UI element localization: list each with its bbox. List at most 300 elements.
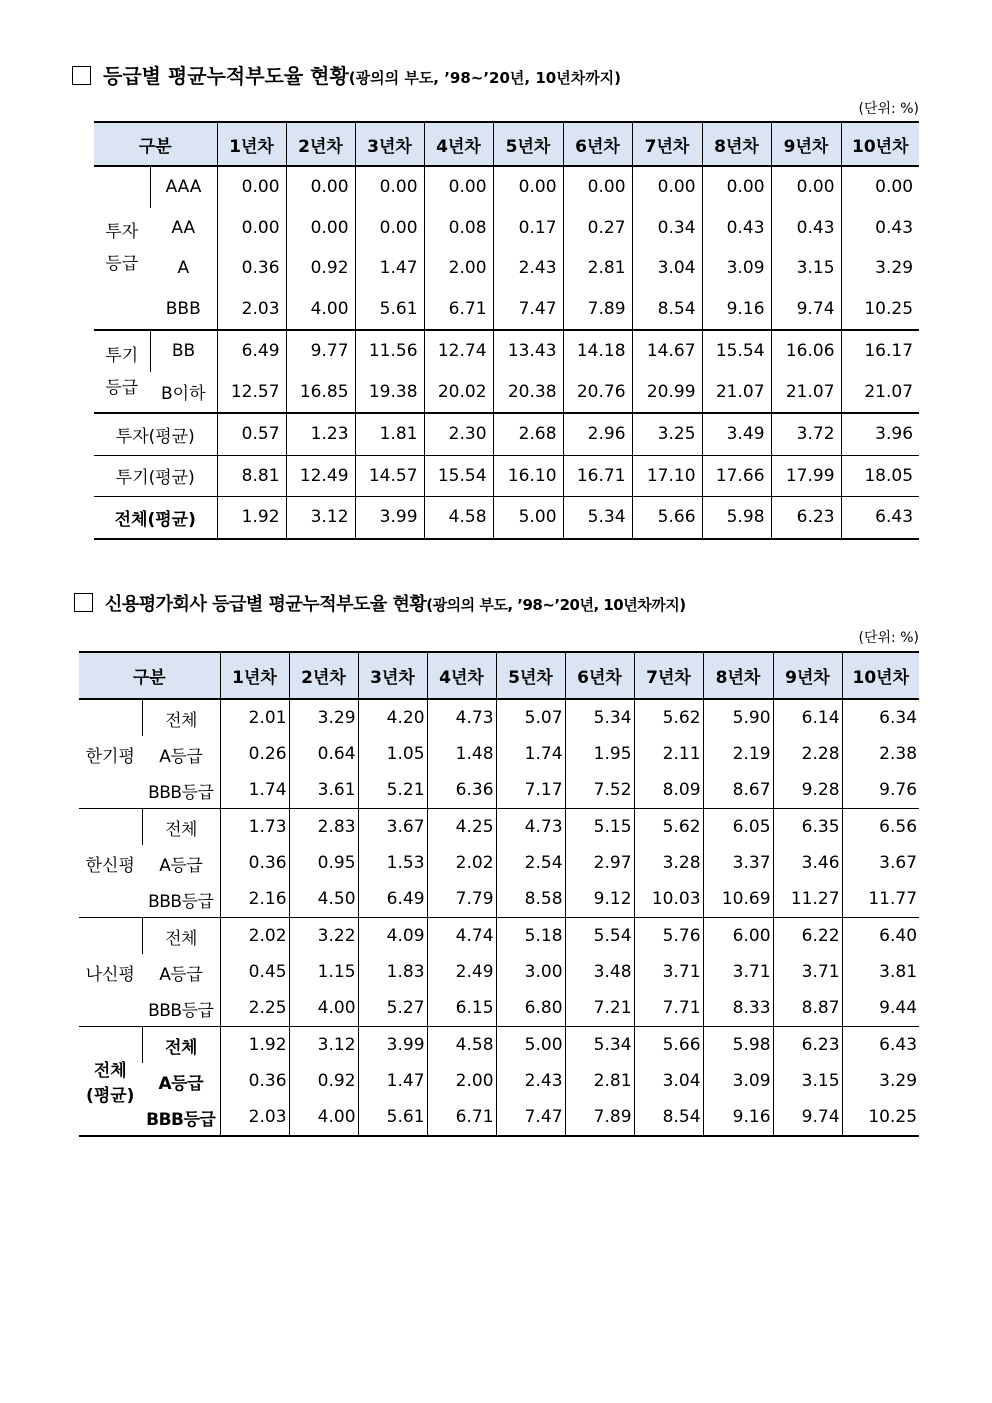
table-row (79, 881, 919, 918)
value-cell: 6.43 (841, 497, 919, 539)
value-cell: 3.29 (289, 699, 358, 736)
header-year: 8년차 (703, 652, 773, 699)
value-cell: 4.74 (427, 918, 496, 955)
header-year: 9년차 (773, 652, 842, 699)
value-cell: 7.52 (565, 772, 634, 809)
value-cell: 0.17 (493, 208, 563, 249)
value-cell: 2.02 (220, 918, 289, 955)
value-cell: 9.12 (565, 881, 634, 918)
section1-title (72, 60, 621, 89)
value-cell: 2.97 (565, 845, 634, 881)
table-row (79, 736, 919, 772)
value-cell: 4.50 (289, 881, 358, 918)
value-cell: 9.74 (771, 289, 841, 331)
value-cell: 1.23 (286, 413, 355, 455)
value-cell: 6.43 (842, 1027, 919, 1064)
header-year: 4년차 (424, 122, 493, 166)
header-year: 4년차 (427, 652, 496, 699)
value-cell: 9.16 (702, 289, 771, 331)
value-cell: 17.66 (702, 455, 771, 497)
value-cell: 4.73 (496, 809, 565, 846)
group-label (94, 166, 150, 330)
value-cell: 0.36 (220, 845, 289, 881)
value-cell: 1.81 (355, 413, 424, 455)
value-cell: 20.76 (563, 372, 632, 414)
value-cell: 12.57 (217, 372, 286, 414)
value-cell: 2.83 (289, 809, 358, 846)
value-cell: 0.00 (632, 166, 702, 208)
value-cell: 1.53 (358, 845, 427, 881)
table-row (79, 845, 919, 881)
checkbox-square-icon (72, 66, 91, 85)
value-cell: 3.61 (289, 772, 358, 809)
value-cell: 10.25 (841, 289, 919, 331)
value-cell: 20.99 (632, 372, 702, 414)
value-cell: 1.47 (358, 1063, 427, 1099)
header-year: 2년차 (286, 122, 355, 166)
value-cell: 14.57 (355, 455, 424, 497)
header-year: 1년차 (217, 122, 286, 166)
value-cell: 3.00 (496, 954, 565, 990)
value-cell: 3.46 (773, 845, 842, 881)
value-cell: 2.30 (424, 413, 493, 455)
value-cell: 11.77 (842, 881, 919, 918)
value-cell: 2.43 (493, 248, 563, 289)
value-cell: 8.54 (632, 289, 702, 331)
table-row (79, 1027, 919, 1064)
header-year: 8년차 (702, 122, 771, 166)
value-cell: 10.25 (842, 1099, 919, 1136)
value-cell: 3.72 (771, 413, 841, 455)
value-cell: 17.10 (632, 455, 702, 497)
value-cell: 7.47 (493, 289, 563, 331)
value-cell: 3.71 (703, 954, 773, 990)
value-cell: 3.71 (634, 954, 703, 990)
table-row (79, 990, 919, 1027)
value-cell: 3.37 (703, 845, 773, 881)
value-cell: 0.00 (841, 166, 919, 208)
table-row (94, 330, 919, 372)
table-row (79, 699, 919, 736)
default-rate-by-agency-table (79, 651, 919, 1137)
value-cell: 0.27 (563, 208, 632, 249)
value-cell: 18.05 (841, 455, 919, 497)
average-label: 투기(평균) (94, 455, 217, 497)
value-cell: 10.69 (703, 881, 773, 918)
value-cell: 6.49 (217, 330, 286, 372)
value-cell: 1.47 (355, 248, 424, 289)
value-cell: 5.76 (634, 918, 703, 955)
value-cell: 3.04 (634, 1063, 703, 1099)
value-cell: 11.56 (355, 330, 424, 372)
value-cell: 3.22 (289, 918, 358, 955)
grade-label: 전체 (142, 1027, 220, 1064)
value-cell: 0.08 (424, 208, 493, 249)
value-cell: 5.62 (634, 699, 703, 736)
value-cell: 0.00 (771, 166, 841, 208)
header-year: 3년차 (355, 122, 424, 166)
value-cell: 2.38 (842, 736, 919, 772)
table-row (94, 248, 919, 289)
section1-title-sub: (광의의 부도, ’98~’20년, 10년차까지) (348, 69, 622, 87)
grade-label: 전체 (142, 809, 220, 846)
value-cell: 11.27 (773, 881, 842, 918)
value-cell: 2.03 (220, 1099, 289, 1136)
value-cell: 4.58 (427, 1027, 496, 1064)
value-cell: 1.74 (220, 772, 289, 809)
agency-label (79, 809, 142, 918)
value-cell: 6.56 (842, 809, 919, 846)
section1-title-main: 등급별 평균누적부도율 현황 (103, 64, 349, 88)
value-cell: 0.00 (217, 166, 286, 208)
value-cell: 0.00 (424, 166, 493, 208)
value-cell: 0.36 (217, 248, 286, 289)
header-year: 10년차 (842, 652, 919, 699)
grade-label: BBB등급 (142, 772, 220, 809)
grade-label: BB (150, 330, 217, 372)
value-cell: 6.15 (427, 990, 496, 1027)
agency-label-line: 나신평 (85, 964, 135, 985)
agency-label-line: 한신평 (85, 855, 135, 876)
value-cell: 14.18 (563, 330, 632, 372)
value-cell: 2.28 (773, 736, 842, 772)
value-cell: 6.34 (842, 699, 919, 736)
value-cell: 3.09 (703, 1063, 773, 1099)
value-cell: 16.71 (563, 455, 632, 497)
value-cell: 2.25 (220, 990, 289, 1027)
value-cell: 4.58 (424, 497, 493, 539)
value-cell: 7.71 (634, 990, 703, 1027)
value-cell: 5.61 (355, 289, 424, 331)
value-cell: 3.29 (842, 1063, 919, 1099)
value-cell: 5.00 (496, 1027, 565, 1064)
value-cell: 9.77 (286, 330, 355, 372)
value-cell: 3.81 (842, 954, 919, 990)
header-year: 5년차 (496, 652, 565, 699)
value-cell: 7.17 (496, 772, 565, 809)
value-cell: 9.74 (773, 1099, 842, 1136)
value-cell: 0.00 (286, 208, 355, 249)
header-category: 구분 (94, 122, 217, 166)
value-cell: 5.07 (496, 699, 565, 736)
value-cell: 7.79 (427, 881, 496, 918)
value-cell: 6.71 (427, 1099, 496, 1136)
value-cell: 0.92 (286, 248, 355, 289)
value-cell: 2.19 (703, 736, 773, 772)
value-cell: 15.54 (702, 330, 771, 372)
value-cell: 0.64 (289, 736, 358, 772)
value-cell: 2.00 (427, 1063, 496, 1099)
value-cell: 1.73 (220, 809, 289, 846)
value-cell: 6.14 (773, 699, 842, 736)
value-cell: 2.96 (563, 413, 632, 455)
grade-label: A등급 (159, 855, 203, 876)
agency-label-line: 전체 (93, 1061, 127, 1081)
value-cell: 5.34 (563, 497, 632, 539)
table-row (94, 289, 919, 331)
table-row (79, 809, 919, 846)
value-cell: 4.00 (289, 990, 358, 1027)
value-cell: 3.04 (632, 248, 702, 289)
value-cell: 8.67 (703, 772, 773, 809)
header-year: 6년차 (563, 122, 632, 166)
value-cell: 0.00 (217, 208, 286, 249)
group-label-line: 투자 (105, 222, 139, 242)
value-cell: 3.09 (702, 248, 771, 289)
section2-unit: (단위: %) (858, 630, 919, 646)
value-cell: 7.89 (563, 289, 632, 331)
grade-label: BBB등급 (142, 881, 220, 918)
value-cell: 16.17 (841, 330, 919, 372)
value-cell: 5.34 (565, 1027, 634, 1064)
value-cell: 0.43 (771, 208, 841, 249)
value-cell: 0.57 (217, 413, 286, 455)
value-cell: 3.28 (634, 845, 703, 881)
value-cell: 21.07 (771, 372, 841, 414)
value-cell: 6.36 (427, 772, 496, 809)
value-cell: 5.98 (703, 1027, 773, 1064)
value-cell: 8.54 (634, 1099, 703, 1136)
value-cell: 2.54 (496, 845, 565, 881)
value-cell: 5.66 (632, 497, 702, 539)
value-cell: 15.54 (424, 455, 493, 497)
value-cell: 6.80 (496, 990, 565, 1027)
table-row (94, 166, 919, 208)
value-cell: 8.58 (496, 881, 565, 918)
value-cell: 4.00 (289, 1099, 358, 1136)
agency-label-line: 한기평 (85, 746, 135, 767)
value-cell: 0.43 (702, 208, 771, 249)
grade-label: A등급 (159, 746, 203, 767)
value-cell: 0.00 (702, 166, 771, 208)
value-cell: 0.26 (220, 736, 289, 772)
header-year: 9년차 (771, 122, 841, 166)
value-cell: 9.44 (842, 990, 919, 1027)
value-cell: 3.15 (771, 248, 841, 289)
average-row (94, 413, 919, 455)
table-row (79, 1099, 919, 1136)
value-cell: 9.76 (842, 772, 919, 809)
agency-label-line: (평균) (86, 1086, 135, 1106)
agency-label (79, 1027, 142, 1137)
value-cell: 5.62 (634, 809, 703, 846)
value-cell: 6.05 (703, 809, 773, 846)
header-year: 5년차 (493, 122, 563, 166)
header-year: 2년차 (289, 652, 358, 699)
value-cell: 2.81 (565, 1063, 634, 1099)
header-year: 10년차 (841, 122, 919, 166)
grade-label: BBB등급 (142, 1099, 220, 1136)
value-cell: 2.11 (634, 736, 703, 772)
grade-label: AAA (150, 166, 217, 208)
value-cell: 0.00 (355, 166, 424, 208)
grade-label: B이하 (150, 372, 217, 414)
value-cell: 12.74 (424, 330, 493, 372)
value-cell: 3.67 (842, 845, 919, 881)
grade-label: AA (171, 217, 196, 238)
value-cell: 6.23 (773, 1027, 842, 1064)
value-cell: 4.73 (427, 699, 496, 736)
value-cell: 5.34 (565, 699, 634, 736)
value-cell: 4.20 (358, 699, 427, 736)
value-cell: 7.21 (565, 990, 634, 1027)
table-row (94, 208, 919, 249)
value-cell: 3.48 (565, 954, 634, 990)
value-cell: 0.43 (841, 208, 919, 249)
value-cell: 21.07 (702, 372, 771, 414)
value-cell: 6.23 (771, 497, 841, 539)
grade-label: 전체 (142, 699, 220, 736)
value-cell: 1.15 (289, 954, 358, 990)
value-cell: 2.02 (427, 845, 496, 881)
value-cell: 0.00 (563, 166, 632, 208)
value-cell: 0.95 (289, 845, 358, 881)
value-cell: 5.66 (634, 1027, 703, 1064)
value-cell: 5.54 (565, 918, 634, 955)
checkbox-square-icon (74, 593, 93, 612)
value-cell: 17.99 (771, 455, 841, 497)
grade-label: BBB (150, 289, 217, 331)
value-cell: 1.05 (358, 736, 427, 772)
default-rate-by-grade-table (94, 121, 919, 540)
value-cell: 16.06 (771, 330, 841, 372)
value-cell: 2.03 (217, 289, 286, 331)
table-row (79, 1063, 919, 1099)
value-cell: 8.09 (634, 772, 703, 809)
value-cell: 3.25 (632, 413, 702, 455)
value-cell: 5.00 (493, 497, 563, 539)
grade-label: A (177, 258, 190, 279)
value-cell: 0.36 (220, 1063, 289, 1099)
value-cell: 3.99 (358, 1027, 427, 1064)
group-label-line: 투기 (105, 345, 139, 366)
value-cell: 3.71 (773, 954, 842, 990)
group-label (94, 330, 150, 413)
value-cell: 5.15 (565, 809, 634, 846)
value-cell: 3.29 (841, 248, 919, 289)
value-cell: 5.18 (496, 918, 565, 955)
value-cell: 3.12 (289, 1027, 358, 1064)
table-row (94, 372, 919, 414)
agency-label (79, 699, 142, 809)
value-cell: 0.00 (493, 166, 563, 208)
value-cell: 8.33 (703, 990, 773, 1027)
value-cell: 21.07 (841, 372, 919, 414)
value-cell: 2.43 (496, 1063, 565, 1099)
value-cell: 12.49 (286, 455, 355, 497)
value-cell: 1.83 (358, 954, 427, 990)
value-cell: 3.15 (773, 1063, 842, 1099)
value-cell: 8.87 (773, 990, 842, 1027)
value-cell: 13.43 (493, 330, 563, 372)
value-cell: 2.16 (220, 881, 289, 918)
value-cell: 16.85 (286, 372, 355, 414)
value-cell: 3.49 (702, 413, 771, 455)
value-cell: 2.01 (220, 699, 289, 736)
value-cell: 0.92 (289, 1063, 358, 1099)
value-cell: 5.98 (702, 497, 771, 539)
value-cell: 2.81 (563, 248, 632, 289)
value-cell: 3.67 (358, 809, 427, 846)
value-cell: 0.00 (355, 208, 424, 249)
average-label: 전체(평균) (94, 497, 217, 539)
header-year: 7년차 (632, 122, 702, 166)
average-row (94, 497, 919, 539)
average-label: 투자(평균) (94, 413, 217, 455)
value-cell: 19.38 (355, 372, 424, 414)
value-cell: 0.34 (632, 208, 702, 249)
value-cell: 0.00 (286, 166, 355, 208)
value-cell: 20.38 (493, 372, 563, 414)
value-cell: 0.45 (220, 954, 289, 990)
value-cell: 14.67 (632, 330, 702, 372)
agency-label (79, 918, 142, 1027)
section2-title (74, 590, 686, 616)
value-cell: 5.21 (358, 772, 427, 809)
value-cell: 2.00 (424, 248, 493, 289)
value-cell: 6.40 (842, 918, 919, 955)
value-cell: 2.68 (493, 413, 563, 455)
section2-title-sub: (광의의 부도, ’98~’20년, 10년차까지) (426, 596, 686, 614)
table-row (79, 918, 919, 955)
table-row (79, 954, 919, 990)
value-cell: 10.03 (634, 881, 703, 918)
value-cell: 5.90 (703, 699, 773, 736)
value-cell: 5.27 (358, 990, 427, 1027)
value-cell: 6.22 (773, 918, 842, 955)
value-cell: 3.96 (841, 413, 919, 455)
table-row (79, 772, 919, 809)
value-cell: 9.28 (773, 772, 842, 809)
value-cell: 1.74 (496, 736, 565, 772)
header-category: 구분 (79, 652, 220, 699)
header-year: 1년차 (220, 652, 289, 699)
grade-label: 전체 (142, 918, 220, 955)
section1-unit: (단위: %) (858, 101, 919, 117)
header-year: 3년차 (358, 652, 427, 699)
value-cell: 16.10 (493, 455, 563, 497)
group-label-line: 등급 (105, 377, 139, 398)
value-cell: 1.92 (220, 1027, 289, 1064)
grade-label: A등급 (158, 1073, 204, 1094)
value-cell: 6.71 (424, 289, 493, 331)
value-cell: 2.49 (427, 954, 496, 990)
value-cell: 7.89 (565, 1099, 634, 1136)
value-cell: 6.35 (773, 809, 842, 846)
header-year: 6년차 (565, 652, 634, 699)
value-cell: 8.81 (217, 455, 286, 497)
value-cell: 7.47 (496, 1099, 565, 1136)
grade-label: BBB등급 (142, 990, 220, 1027)
average-row (94, 455, 919, 497)
value-cell: 9.16 (703, 1099, 773, 1136)
value-cell: 3.12 (286, 497, 355, 539)
value-cell: 1.92 (217, 497, 286, 539)
grade-label: A등급 (159, 964, 203, 985)
group-label-line: 등급 (105, 254, 139, 274)
value-cell: 4.09 (358, 918, 427, 955)
value-cell: 1.48 (427, 736, 496, 772)
section2-title-main: 신용평가회사 등급별 평균누적부도율 현황 (105, 594, 427, 615)
value-cell: 6.00 (703, 918, 773, 955)
value-cell: 20.02 (424, 372, 493, 414)
value-cell: 1.95 (565, 736, 634, 772)
header-year: 7년차 (634, 652, 703, 699)
value-cell: 3.99 (355, 497, 424, 539)
value-cell: 5.61 (358, 1099, 427, 1136)
value-cell: 6.49 (358, 881, 427, 918)
value-cell: 4.25 (427, 809, 496, 846)
